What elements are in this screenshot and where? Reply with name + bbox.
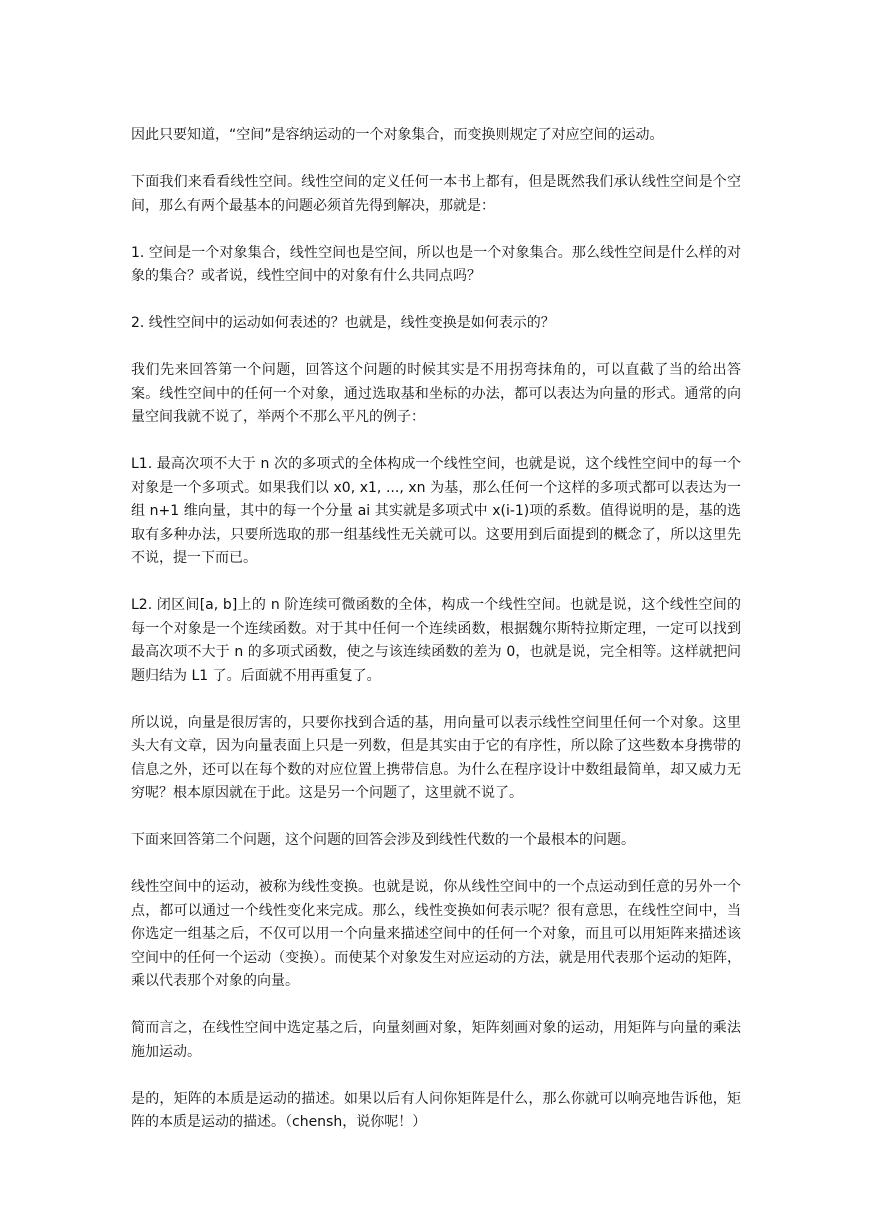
document-body — [131, 124, 741, 1135]
paragraph-question-2: 2. 线性空间中的运动如何表述的？也就是，线性变换是如何表示的？ — [131, 315, 555, 331]
paragraph-linear-space-intro: 下面我们来看看线性空间。线性空间的定义任何一本书上都有，但是既然我们承认线性空间是个空间，那么有两个最基本的问题必须首先得到解决，那就是： — [131, 174, 741, 214]
paragraph-space-definition: 因此只要知道，“空间”是容纳运动的一个对象集合，而变换则规定了对应空间的运动。 — [131, 127, 664, 143]
paragraph-conclusion: 是的，矩阵的本质是运动的描述。如果以后有人问你矩阵是什么，那么你就可以响亮地告诉他，矩阵的本质是运动的描述。（chensh，说你呢！） — [131, 1090, 741, 1130]
paragraph-question-1: 1. 空间是一个对象集合，线性空间也是空间，所以也是一个对象集合。那么线性空间是什么样的对象的集合？或者说，线性空间中的对象有什么共同点吗？ — [131, 244, 741, 284]
paragraph-example-l1: L1. 最高次项不大于 n 次的多项式的全体构成一个线性空间，也就是说，这个线性空间中的每一个对象是一个多项式。如果我们以 x0, x1, ..., xn 为基，那么任何一个这样的多项式都可以表达为一组 n+1 维向量，其中的每一个分量 ai 其实就是多项式中 x(i-1)项的系数。值得说明的是，基的选取有多种办法，只要所选取的那一组基线性无关就可以。这要用到后面提到的概念了，所以这里先不说，提一下而已。 — [131, 456, 741, 566]
paragraph-linear-transform: 线性空间中的运动，被称为线性变换。也就是说，你从线性空间中的一个点运动到任意的另外一个点，都可以通过一个线性变化来完成。那么，线性变换如何表示呢？很有意思，在线性空间中，当你选定一组基之后，不仅可以用一个向量来描述空间中的任何一个对象，而且可以用矩阵来描述该空间中的任何一个运动（变换）。而使某个对象发生对应运动的方法，就是用代表那个运动的矩阵，乘以代表那个对象的向量。 — [131, 879, 741, 989]
paragraph-answer-1: 我们先来回答第一个问题，回答这个问题的时候其实是不用拐弯抹角的，可以直截了当的给出答案。线性空间中的任何一个对象，通过选取基和坐标的办法，都可以表达为向量的形式。通常的向量空间我就不说了，举两个不那么平凡的例子： — [131, 362, 741, 425]
paragraph-vector-power: 所以说，向量是很厉害的，只要你找到合适的基，用向量可以表示线性空间里任何一个对象。这里头大有文章，因为向量表面上只是一列数，但是其实由于它的有序性，所以除了这些数本身携带的信息之外，还可以在每个数的对应位置上携带信息。为什么在程序设计中数组最简单，却又威力无穷呢？根本原因就在于此。这是另一个问题了，这里就不说了。 — [131, 714, 741, 801]
paragraph-answer-2-intro: 下面来回答第二个问题，这个问题的回答会涉及到线性代数的一个最根本的问题。 — [131, 832, 635, 848]
paragraph-example-l2: L2. 闭区间[a, b]上的 n 阶连续可微函数的全体，构成一个线性空间。也就是说，这个线性空间的每一个对象是一个连续函数。对于其中任何一个连续函数，根据魏尔斯特拉斯定理，一定可以找到最高次项不大于 n 的多项式函数，使之与该连续函数的差为 0，也就是说，完全相等。这样就把问题归结为 L1 了。后面就不用再重复了。 — [131, 597, 741, 684]
paragraph-summary: 简而言之，在线性空间中选定基之后，向量刻画对象，矩阵刻画对象的运动，用矩阵与向量的乘法施加运动。 — [131, 1020, 741, 1060]
